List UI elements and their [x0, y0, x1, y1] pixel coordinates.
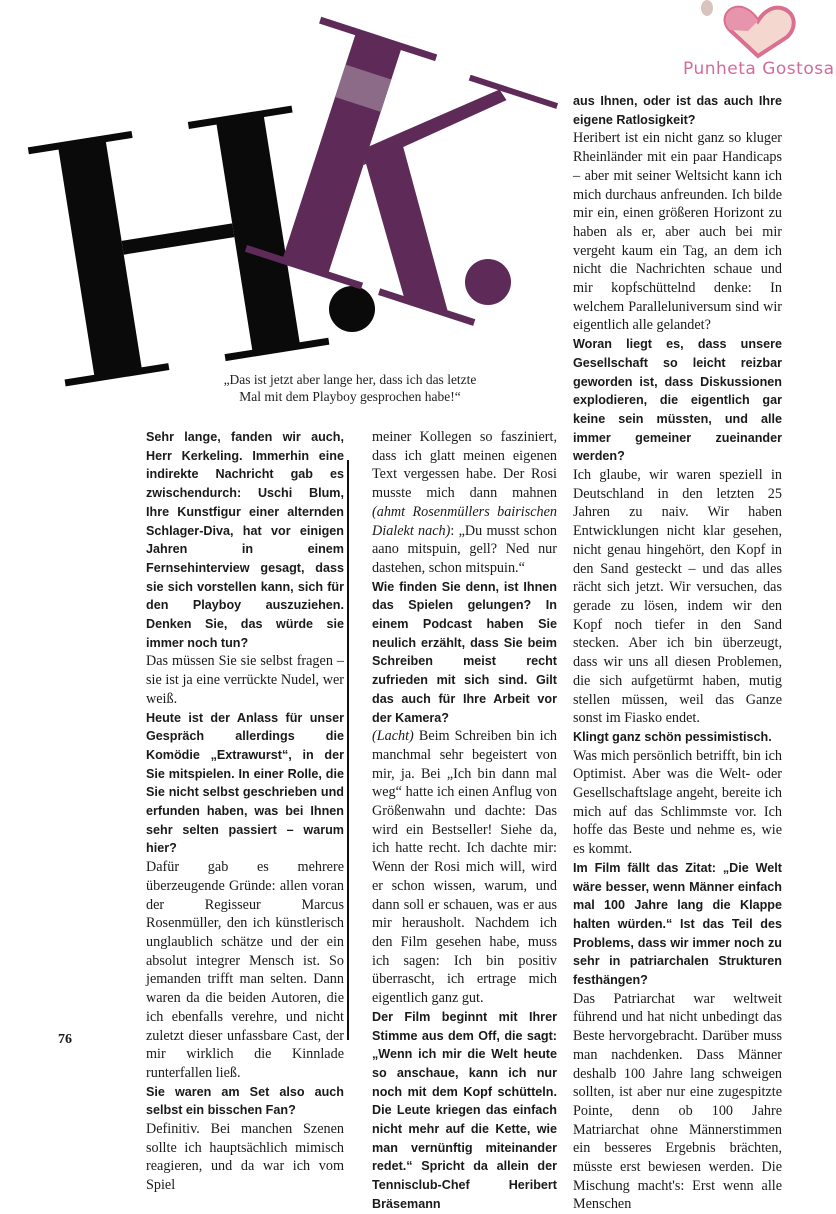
- interview-answer: Das Patriarchat war weltweit führend und hat nicht unbedingt das Beste hervorgebracht. Darüber muss man nachdenken. Dass Männer deshalb 100 Jahre lang schweigen sollten, ist aber nur eine zugespitzte Pointe, denn ob 100 Jahre Matriarchat ohne Männerstimmen ein besseres Ergebnis brächten, müsste erst bewiesen werden. Die Mischung macht's: Erst wenn alle Menschen: [573, 990, 782, 1213]
- interview-question: Sehr lange, fanden wir auch, Herr Kerkeling. Immerhin eine indirekte Nachricht gab es zwischendurch: Uschi Blum, Ihre Kunstfigur einer alternden Schlager-Diva, hat vor einigen Jahren in einem Fernsehinterview gesagt, dass sie sich vorstellen kann, sich für den Playboy auszuziehen. Denken Sie, das würde sie immer noch tun?: [146, 430, 344, 650]
- answer-text: meiner Kollegen so fasziniert, dass ich glatt meinen eigenen Text vergessen habe. Der Rosi musste mich dann mahnen: [372, 429, 557, 502]
- column-divider: [347, 460, 349, 1040]
- stage-direction: (ahmt Rosenmüllers bairischen Dialekt nach): [372, 503, 557, 539]
- answer-text: Beim Schreiben bin ich manchmal sehr begeistert von mir, ja. Bei „Ich bin dann mal weg“ hatte ich einen Anflug von Größenwahn und dachte: Das wird ein Bestseller! Siehe da, ich hatte recht. Ich dachte mir: Wenn der Rosi mich will, wird er schon wissen, warum, und dann soll er schauen, was er aus mir herausholt. Nachdem ich den Film gesehen habe, muss ich sagen: Ich bin positiv überrascht, ich ertrage mich eigentlich ganz gut.: [372, 728, 557, 1007]
- dot-purple: [465, 259, 511, 305]
- answer-text: : „Du musst schon aano mitspuin, gell? Ned nur dastehen, schon mitspuin.“: [372, 522, 558, 576]
- interview-answer: Dafür gab es mehrere überzeugende Gründe: allen voran der Regisseur Marcus Rosenmüller, den ich künstlerisch unglaublich schätze und der ein absolut integrer Mensch ist. So jemanden trifft man selten. Dann waren da die beiden Autoren, die ich ebenfalls verehre, und nicht zuletzt dieser unfassbare Cast, der mir wirklich die Kinnlade runterfallen ließ.: [146, 859, 344, 1081]
- interview-question: Klingt ganz schön pessimistisch.: [573, 729, 772, 744]
- article-column-2: [372, 428, 557, 1214]
- pull-quote: [200, 371, 500, 405]
- interview-question: Im Film fällt das Zitat: „Die Welt wäre besser, wenn Männer einfach mal 100 Jahre lang die Klappe halten würden.“ Ist das Teil des Problems, dass wir immer noch zu sehr in patriarchalen Strukturen festhängen?: [573, 860, 782, 988]
- pull-quote-line-2: Mal mit dem Playboy gesprochen habe!“: [239, 389, 461, 404]
- watermark-heart-icon: [680, 0, 836, 60]
- interview-question: Der Film beginnt mit Ihrer Stimme aus dem Off, die sagt: „Wenn ich mir die Welt heute so anschaue, kann ich nur noch mit dem Kopf schütteln. Die Leute kriegen das einfach nicht mehr auf die Kette, wie man vernünftig miteinander redet.“ Spricht da allein der Tennisclub-Chef Heribert Bräsemann: [372, 1009, 557, 1211]
- interview-answer: Ich glaube, wir waren speziell in Deutschland in den letzten 25 Jahren zu naiv. Wir haben Entwicklungen nicht klar gesehen, nicht genau hingehört, den Kopf in den Sand gesteckt – und das alles rächt sich jetzt. Wir versuchen, das gerade zu lösen, indem wir den Kopf noch tiefer in den Sand stecken. Aber ich bin überzeugt, dass wir uns all diesen Problemen, die sich aufgetürmt haben, mutig stellen müssen, weil das Ganze sonst im Fiasko endet.: [573, 467, 782, 727]
- interview-question: Wie finden Sie denn, ist Ihnen das Spielen gelungen? In einem Podcast haben Sie neulich erzählt, dass Sie beim Schreiben meist recht zufrieden mit sich sind. Gilt das auch für Ihre Arbeit vor der Kamera?: [372, 579, 557, 725]
- letter-k: [245, 17, 561, 330]
- article-column-3: [573, 92, 782, 1214]
- interview-answer: [372, 428, 557, 578]
- interview-answer: Heribert ist ein nicht ganz so kluger Rheinländer mit ein paar Handicaps – aber mit seiner Weltsicht kann ich mich durchaus anfreunden. Ich bilde mir ein, einen größeren Horizont zu haben als er, aber auch bei mir vergeht kaum ein Tag, an dem ich nicht die Nachrichten schaue und mir kopfschüttelnd denke: In welchem Paralleluniversum sind wir eigentlich alle gelandet?: [573, 130, 782, 334]
- interview-answer: Definitiv. Bei manchen Szenen sollte ich hauptsächlich mimisch reagieren, und da war ich vom Spiel: [146, 1121, 344, 1194]
- interview-question: Heute ist der Anlass für unser Gespräch allerdings die Komödie „Extrawurst“, in der Sie mitspielen. In einer Rolle, die Sie nicht selbst geschrieben und erfunden haben, was bei Ihnen sehr selten passiert – warum hier?: [146, 710, 344, 856]
- dot-black: [329, 286, 375, 332]
- page-number: 76: [58, 1032, 72, 1047]
- pull-quote-line-1: „Das ist jetzt aber lange her, dass ich das letzte: [223, 372, 477, 387]
- letter-h: [28, 106, 330, 387]
- interview-question: Sie waren am Set also auch selbst ein bisschen Fan?: [146, 1084, 344, 1118]
- interview-answer: [372, 727, 557, 1008]
- stage-direction: (Lacht): [372, 728, 414, 745]
- interview-answer: Das müssen Sie sie selbst fragen – sie ist ja eine verrückte Nudel, wer weiß.: [146, 653, 344, 707]
- interview-question: Woran liegt es, dass unsere Gesellschaft so leicht reizbar geworden ist, dass Diskussionen explodieren, die eigentlich gar keine sein müssten, und alle immer gemeiner zueinander werden?: [573, 337, 782, 464]
- interview-question: aus Ihnen, oder ist das auch Ihre eigene Ratlosigkeit?: [573, 94, 782, 127]
- interview-answer: Was mich persönlich betrifft, bin ich Optimist. Aber was die Welt- oder Gesellschaftslage angeht, bereite ich mich auf das Schlimmste vor. Ich hoffe das Beste und nehme es, wie es kommt.: [573, 747, 782, 858]
- watermark-text: Punheta Gostosa: [683, 59, 835, 79]
